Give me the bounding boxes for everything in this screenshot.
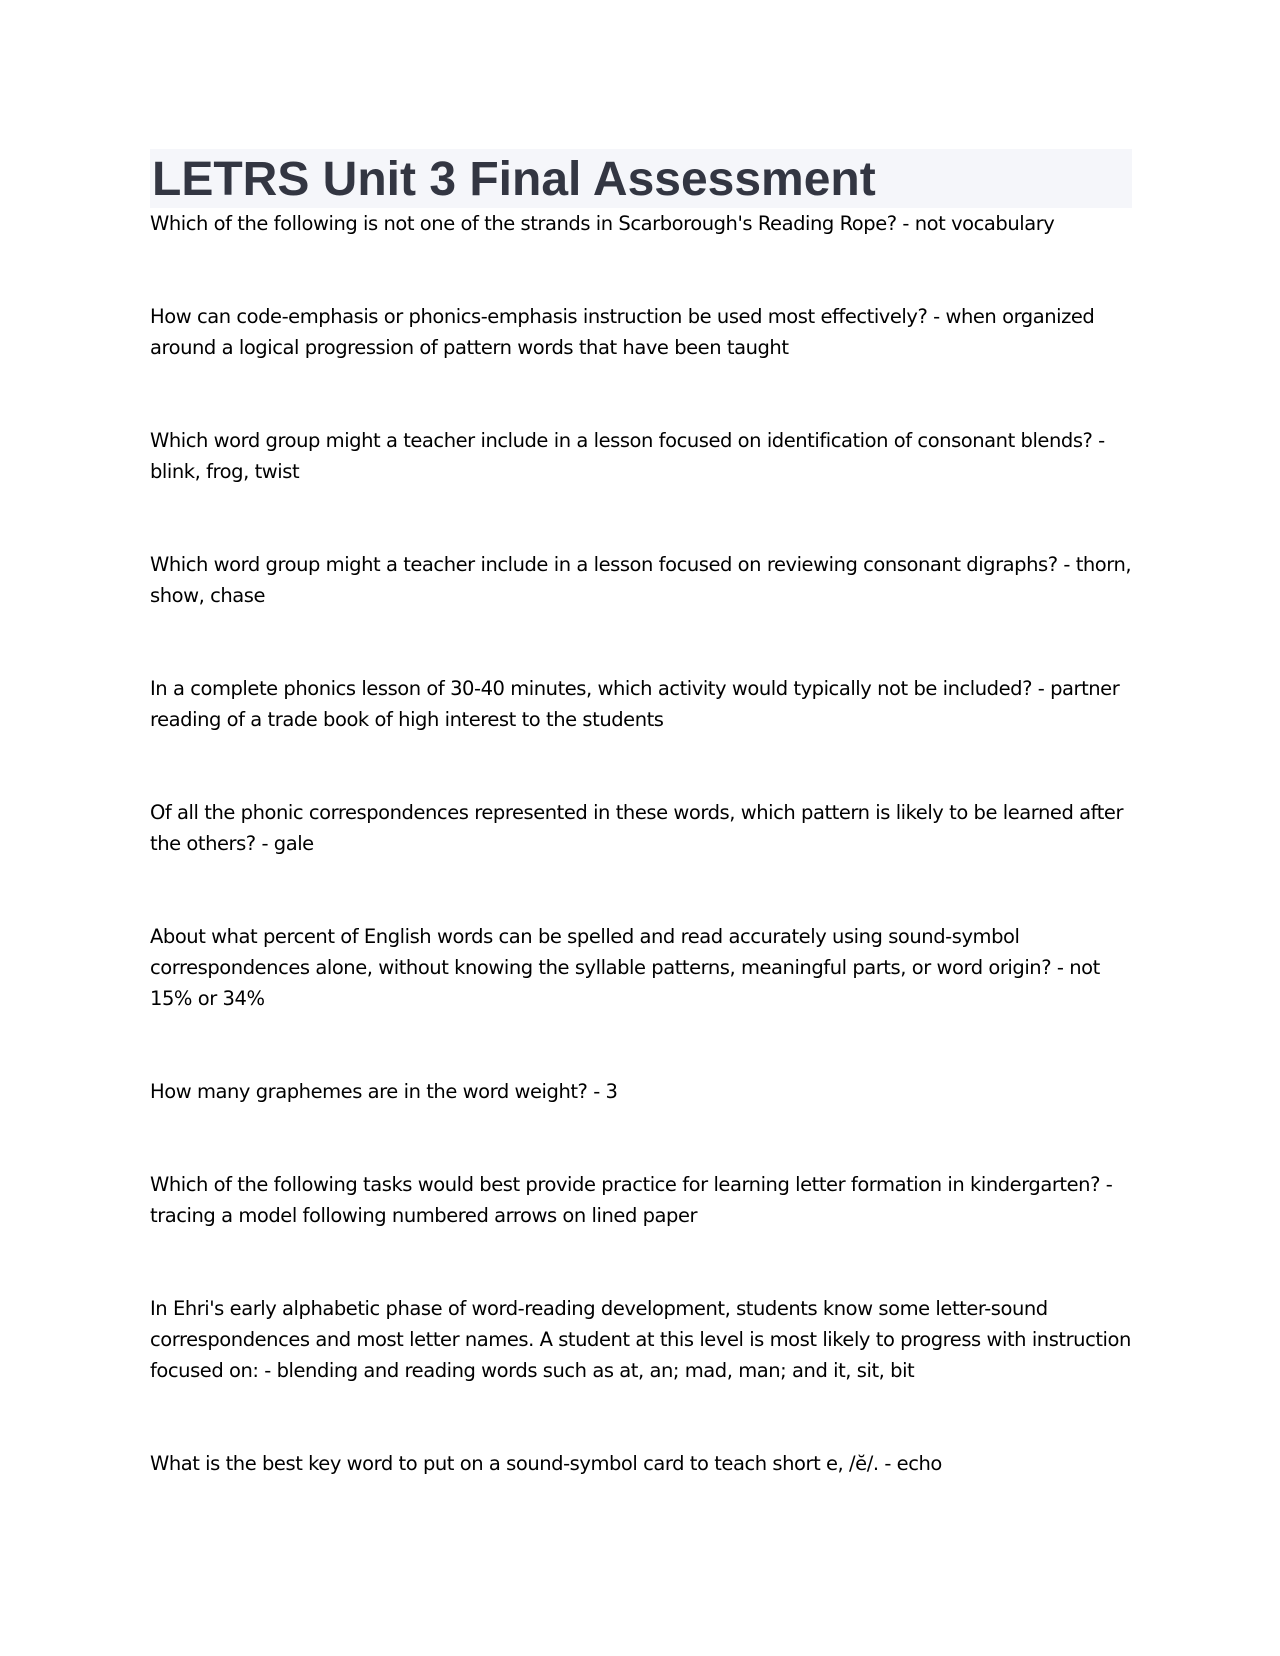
qa-item: What is the best key word to put on a sound-symbol card to teach short e, /ĕ/. - echo bbox=[150, 1452, 942, 1475]
qa-item: Of all the phonic correspondences represented in these words, which pattern is likely to be learned after the others? - gale bbox=[150, 801, 1124, 855]
qa-item: About what percent of English words can be spelled and read accurately using sound-symbol correspondences alone, without knowing the syllable patterns, meaningful parts, or word origin? - not 15% or 34% bbox=[150, 925, 1100, 1010]
document-page bbox=[150, 149, 1132, 1541]
qa-list bbox=[150, 208, 1132, 1479]
title-band bbox=[150, 149, 1132, 208]
page-title: LETRS Unit 3 Final Assessment bbox=[152, 153, 876, 206]
qa-item: How can code-emphasis or phonics-emphasis instruction be used most effectively? - when organized around a logical progression of pattern words that have been taught bbox=[150, 305, 1095, 359]
qa-item: Which of the following tasks would best provide practice for learning letter formation in kindergarten? - tracing a model following numbered arrows on lined paper bbox=[150, 1173, 1113, 1227]
qa-item: Which word group might a teacher include in a lesson focused on identification of consonant blends? - blink, frog, twist bbox=[150, 429, 1105, 483]
qa-item: In a complete phonics lesson of 30-40 minutes, which activity would typically not be included? - partner reading of a trade book of high interest to the students bbox=[150, 677, 1120, 731]
qa-item: How many graphemes are in the word weight? - 3 bbox=[150, 1080, 618, 1103]
qa-item: In Ehri's early alphabetic phase of word-reading development, students know some letter-sound correspondences and most letter names. A student at this level is most likely to progress with instruction focused on: - blending and reading words such as at, an; mad, man; and it, sit, bit bbox=[150, 1297, 1131, 1382]
qa-item: Which of the following is not one of the strands in Scarborough's Reading Rope? - not vocabulary bbox=[150, 212, 1055, 235]
qa-item: Which word group might a teacher include in a lesson focused on reviewing consonant digraphs? - thorn, show, chase bbox=[150, 553, 1132, 607]
